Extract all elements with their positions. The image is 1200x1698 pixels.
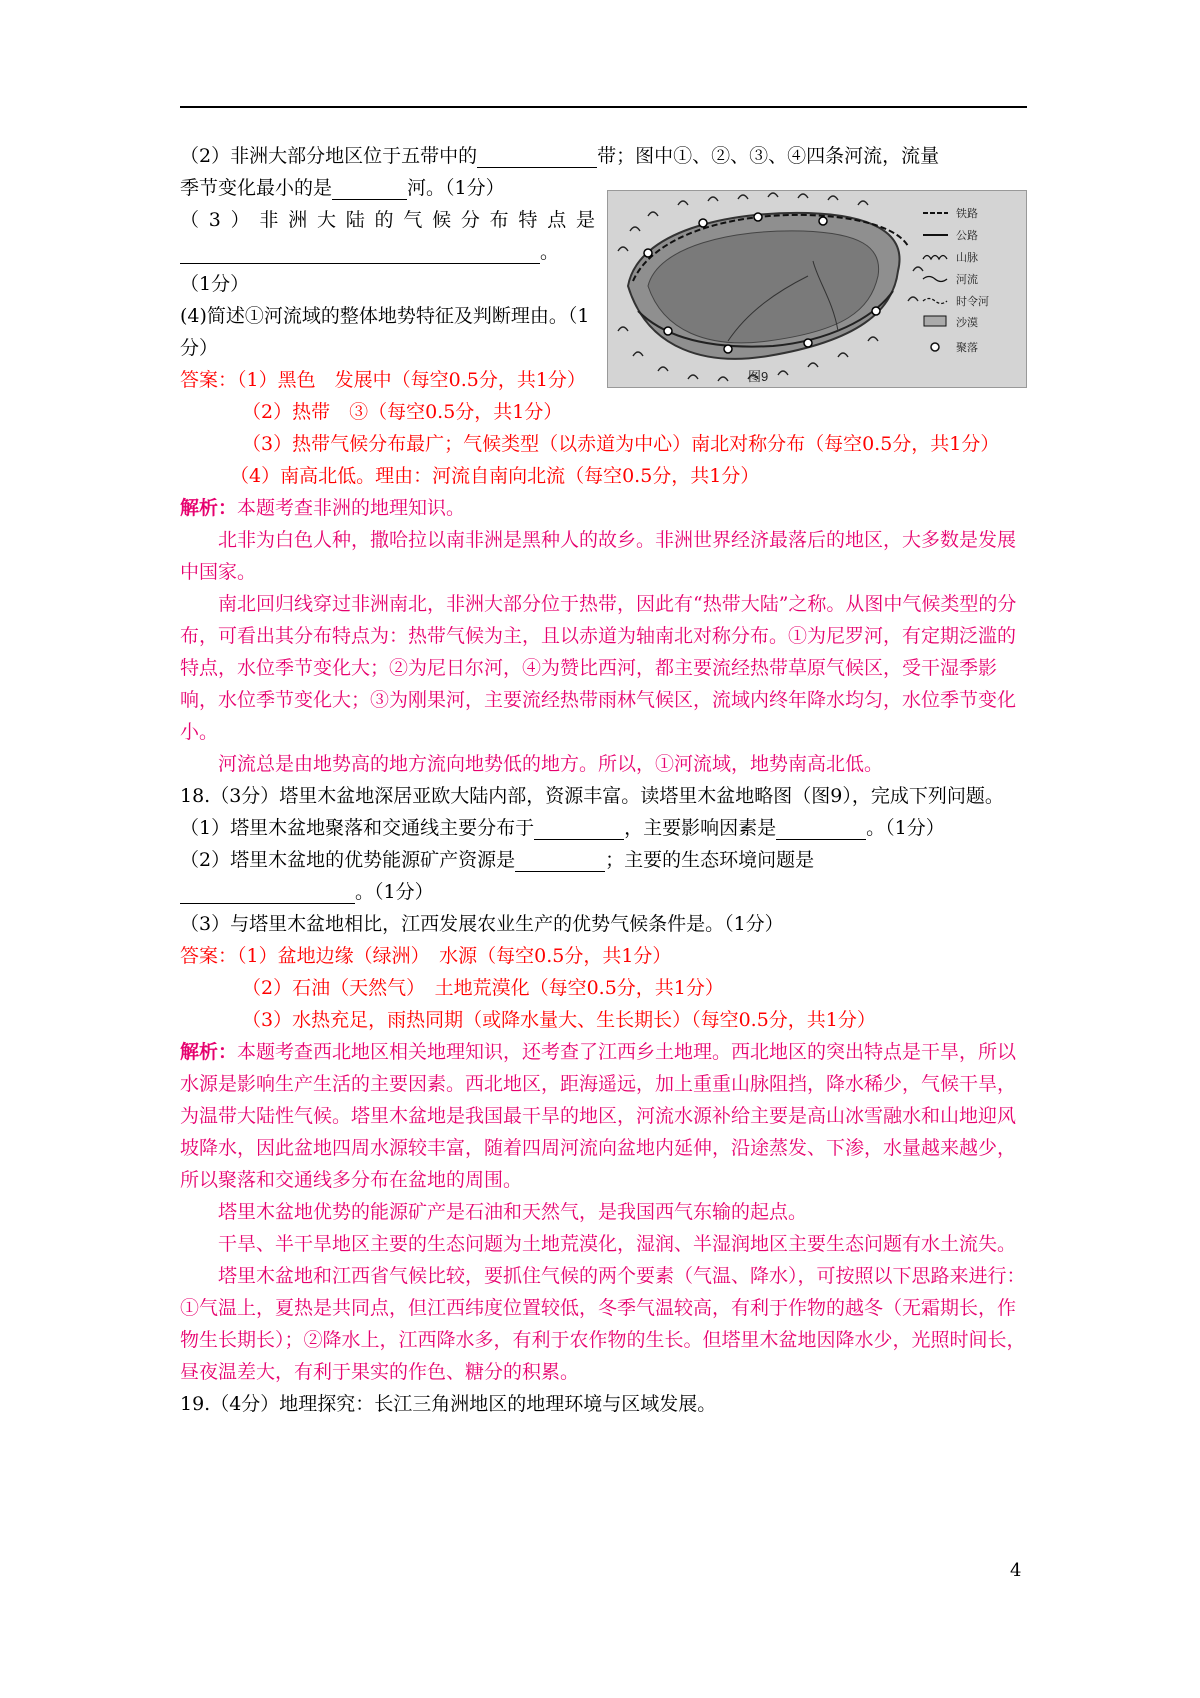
text: 带；图中①、②、③、④四条河流，流量 [597, 145, 940, 167]
figure-caption: 图9 [748, 369, 769, 384]
header-rule [180, 106, 1027, 108]
answer-blank [776, 817, 866, 840]
answer-blank [180, 881, 355, 904]
q18-part2 [180, 844, 1027, 876]
analysis-label: 解析： [180, 497, 238, 519]
legend-label: 沙漠 [956, 317, 978, 329]
q17-part2 [180, 140, 1027, 172]
text: （2）非洲大部分地区位于五带中的 [180, 145, 478, 167]
answer-blank [534, 817, 624, 840]
q18-analysis-p3: 干旱、半干旱地区主要的生态问题为土地荒漠化，湿润、半湿润地区主要生态问题有水土流失。 [218, 1233, 1017, 1255]
legend-label: 铁路 [956, 208, 978, 220]
q17-analysis [180, 492, 1027, 524]
text: 季节变化最小的是 [180, 177, 333, 199]
text: 本题考查西北地区相关地理知识，还考查了江西乡土地理。西北地区的突出特点是干旱，所以水源是影响生产生活的主要因素。西北地区，距海遥远，加上重重山脉阻挡，降水稀少，气候干旱，为温带大陆性气候。塔里木盆地是我国最干旱的地区，河流水源补给主要是高山冰雪融水和山地迎风坡降水，因此盆地四周水源较丰富，随着四周河流向盆地内延伸，沿途蒸发、下渗，水量越来越少，所以聚落和交通线多分布在盆地的周围。 [180, 1041, 1017, 1191]
answer-label: 答案： [180, 945, 238, 967]
q17-part3: （3）非洲大陆的气候分布特点是 [180, 209, 595, 231]
q17-answer-1 [180, 364, 595, 396]
text: （1）黑色 发展中（每空0.5分，共1分） [237, 369, 586, 391]
q18-answer-3: （3）水热充足，雨热同期（或降水量大、生长期长）（每空0.5分，共1分） [242, 1009, 876, 1031]
text: 。 [540, 241, 560, 263]
q17-answer-4: （4）南高北低。理由：河流自南向北流（每空0.5分，共1分） [230, 465, 760, 487]
legend-label: 山脉 [956, 252, 978, 264]
q18-answer-2: （2）石油（天然气） 土地荒漠化（每空0.5分，共1分） [242, 977, 724, 999]
answer-blank [515, 849, 605, 872]
answer-blank [332, 177, 407, 200]
q18-answer-1 [180, 940, 1027, 972]
page-content [180, 140, 1027, 1420]
text: ；主要的生态环境问题是 [605, 849, 815, 871]
text: （1）盆地边缘（绿洲） 水源（每空0.5分，共1分） [237, 945, 672, 967]
legend-label: 时令河 [956, 296, 989, 308]
q19-stem: 19.（4分）地理探究：长江三角洲地区的地理环境与区域发展。 [180, 1393, 717, 1415]
q17-answer-2: （2）热带 ③（每空0.5分，共1分） [242, 401, 563, 423]
q17-answer-3: （3）热带气候分布最广；气候类型（以赤道为中心）南北对称分布（每空0.5分，共1分） [242, 433, 1000, 455]
text: 河。（1分） [407, 177, 505, 199]
q18-part2-cont [180, 876, 1027, 908]
q17-part3-blank [180, 236, 595, 268]
q18-part1 [180, 812, 1027, 844]
q17-part4: (4)简述①河流域的整体地势特征及判断理由。（1分） [180, 305, 590, 359]
text: （2）塔里木盆地的优势能源矿产资源是 [180, 849, 516, 871]
q18-analysis-p4: 塔里木盆地和江西省气候比较，要抓住气候的两个要素（气温、降水），可按照以下思路来进行：①气温上，夏热是共同点，但江西纬度位置较低，冬季气温较高，有利于作物的越冬（无霜期长，作物生长期长）；②降水上，江西降水多，有利于农作物的生长。但塔里木盆地因降水少，光照时间长，昼夜温差大，有利于果实的作色、糖分的积累。 [180, 1265, 1026, 1383]
q18-analysis [180, 1036, 1027, 1196]
q18-part3: （3）与塔里木盆地相比，江西发展农业生产的优势气候条件是。（1分） [180, 913, 784, 935]
answer-label: 答案： [180, 369, 238, 391]
q18-stem: 18.（3分）塔里木盆地深居亚欧大陆内部，资源丰富。读塔里木盆地略图（图9），完成下列问题。 [180, 785, 1004, 807]
answer-blank [477, 145, 597, 168]
q17-part2-cont [180, 172, 1027, 204]
text: 本题考查非洲的地理知识。 [237, 497, 466, 519]
text: 。（1分） [866, 817, 945, 839]
legend-label: 聚落 [956, 342, 978, 354]
q17-analysis-p2: 南北回归线穿过非洲南北，非洲大部分位于热带，因此有“热带大陆”之称。从图中气候类型的分布，可看出其分布特点为：热带气候为主，且以赤道为轴南北对称分布。①为尼罗河，有定期泛滥的特点，水位季节变化大；②为尼日尔河，④为赞比西河，都主要流经热带草原气候区，受干湿季影响，水位季节变化大；③为刚果河，主要流经热带雨林气候区，流域内终年降水均匀，水位季节变化小。 [180, 593, 1017, 743]
answer-blank [180, 241, 540, 264]
analysis-label: 解析： [180, 1041, 238, 1063]
q17-analysis-p1: 北非为白色人种，撒哈拉以南非洲是黑种人的故乡。非洲世界经济最落后的地区，大多数是发展中国家。 [180, 529, 1017, 583]
q17-part3-score: （1分） [180, 273, 250, 295]
text: 。（1分） [355, 881, 434, 903]
legend-label: 河流 [956, 274, 978, 286]
legend-label: 公路 [956, 230, 978, 242]
text: （1）塔里木盆地聚落和交通线主要分布于 [180, 817, 535, 839]
q17-analysis-p3: 河流总是由地势高的地方流向地势低的地方。所以，①河流域，地势南高北低。 [218, 753, 884, 775]
q18-analysis-p2: 塔里木盆地优势的能源矿产是石油和天然气，是我国西气东输的起点。 [218, 1201, 808, 1223]
text: ，主要影响因素是 [624, 817, 777, 839]
page-number: 4 [1010, 1560, 1022, 1581]
